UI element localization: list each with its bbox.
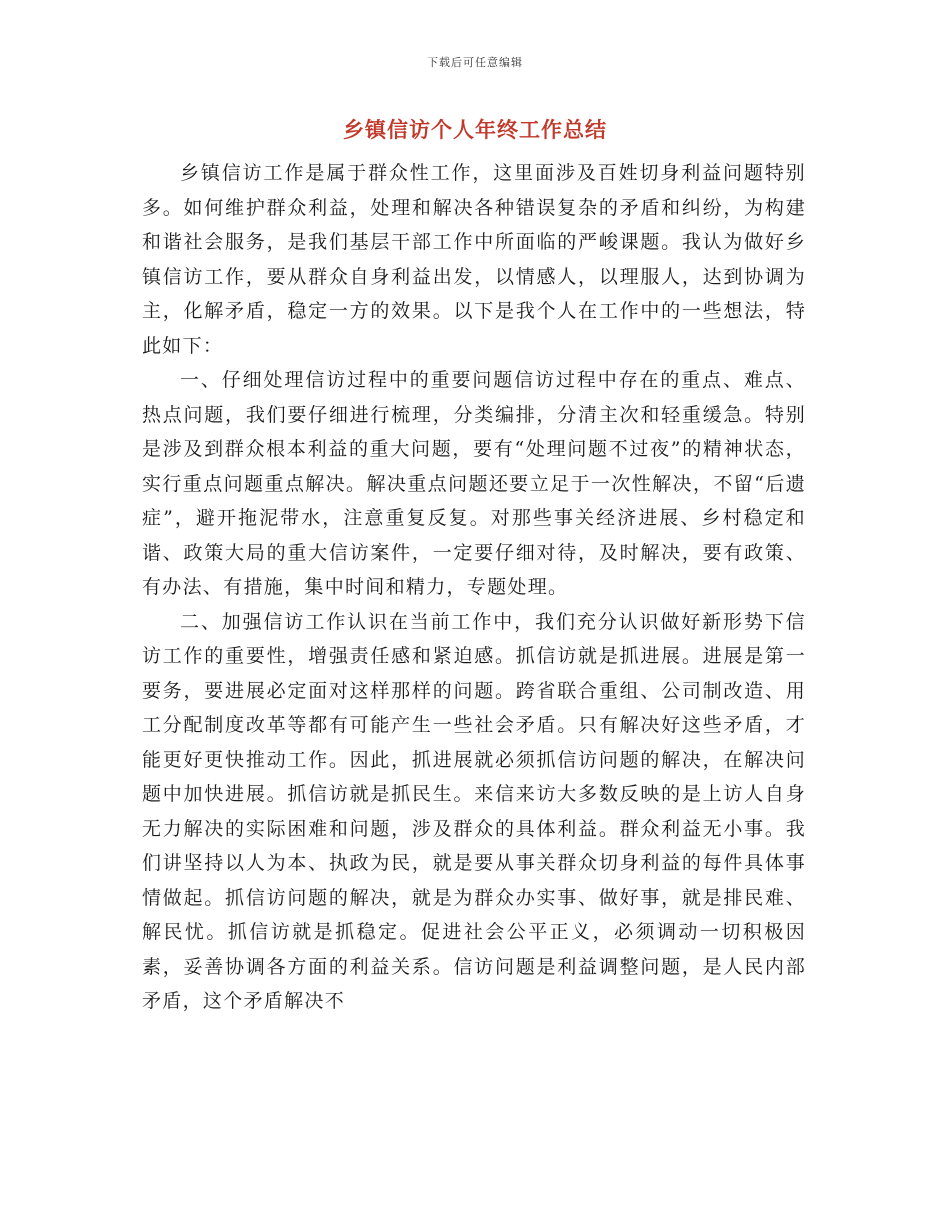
header-note: 下载后可任意编辑 <box>427 56 523 69</box>
document-title: 乡镇信访个人年终工作总结 <box>343 118 607 142</box>
paragraph-section-2: 二、加强信访工作认识在当前工作中，我们充分认识做好新形势下信访工作的重要性，增强责任感和紧迫感。抓信访就是抓进展。进展是第一要务，要进展必定面对这样那样的问题。跨省联合重组、公司制改造、用工分配制度改革等都有可能产生一些社会矛盾。只有解决好这些矛盾，才能更好更快推动工作。因此，抓进展就必须抓信访问题的解决，在解决问题中加快进展。抓信访就是抓民生。来信来访大多数反映的是上访人自身无力解决的实际困难和问题，涉及群众的具体利益。群众利益无小事。我们讲坚持以人为本、执政为民，就是要从事关群众切身利益的每件具体事情做起。抓信访问题的解决，就是为群众办实事、做好事，就是排民难、解民忧。抓信访就是抓稳定。促进社会公平正义，必须调动一切积极因素，妥善协调各方面的利益关系。信访问题是利益调整问题，是人民内部矛盾，这个矛盾解决不 <box>142 610 806 1012</box>
paragraph-section-1: 一、仔细处理信访过程中的重要问题信访过程中存在的重点、难点、热点问题，我们要仔细进行梳理，分类编排，分清主次和轻重缓急。特别是涉及到群众根本利益的重大问题，要有“处理问题不过夜”的精神状态，实行重点问题重点解决。解决重点问题还要立足于一次性解决，不留“后遗症”，避开拖泥带水，注意重复反复。对那些事关经济进展、乡村稳定和谐、政策大局的重大信访案件，一定要仔细对待，及时解决，要有政策、有办法、有措施，集中时间和精力，专题处理。 <box>142 369 806 598</box>
paragraph-intro: 乡镇信访工作是属于群众性工作，这里面涉及百姓切身利益问题特别多。如何维护群众利益，处理和解决各种错误复杂的矛盾和纠纷，为构建和谐社会服务，是我们基层干部工作中所面临的严峻课题。我认为做好乡镇信访工作，要从群众自身利益出发，以情感人，以理服人，达到协调为主，化解矛盾，稳定一方的效果。以下是我个人在工作中的一些想法，特此如下： <box>142 162 806 357</box>
document-body <box>142 156 806 1019</box>
